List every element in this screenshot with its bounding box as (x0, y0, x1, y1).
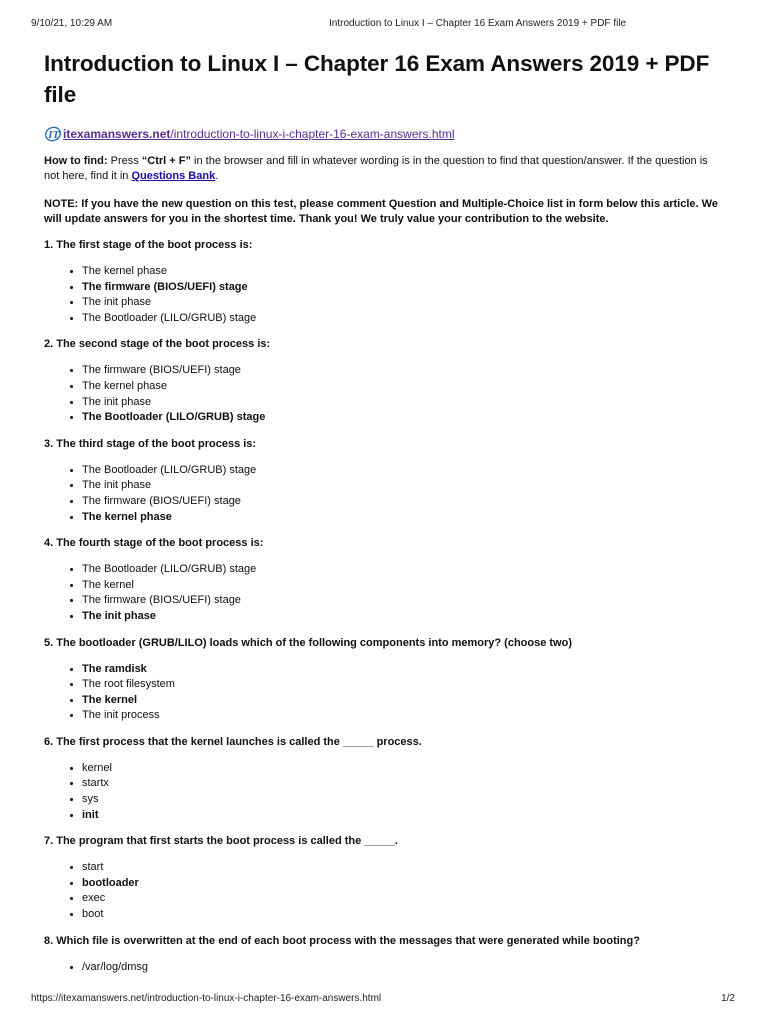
correct-answer-option: • The init phase (82, 609, 724, 625)
answer-option: • The Bootloader (LILO/GRUB) stage (82, 562, 724, 578)
source-line (44, 124, 724, 144)
answer-option: • The firmware (BIOS/UEFI) stage (82, 494, 724, 510)
print-footer (31, 993, 735, 1007)
correct-answer-option: • The firmware (BIOS/UEFI) stage (82, 280, 724, 296)
answer-option: • The root filesystem (82, 677, 724, 693)
answer-option: • The Bootloader (LILO/GRUB) stage (82, 463, 724, 479)
note-paragraph: NOTE: If you have the new question on this test, please comment Question and Multiple-Choice list in form below this article. We will update answers for you in the shortest time. Thank you! We truly value your contribution to the website. (44, 198, 718, 225)
question-text: 7. The program that first starts the boot process is called the _____. (44, 835, 398, 848)
questions-bank-link[interactable]: Questions Bank (131, 170, 216, 182)
answer-option: • The kernel (82, 578, 724, 594)
answer-option: • The kernel phase (82, 264, 724, 280)
answer-options (44, 761, 724, 823)
article-title: Introduction to Linux I – Chapter 16 Exam Answers 2019 + PDF file (44, 51, 710, 107)
answer-option: • kernel (82, 761, 724, 777)
howto-end: . (215, 170, 219, 182)
answer-option: • The init phase (82, 478, 724, 494)
question-text: 1. The first stage of the boot process is: (44, 239, 253, 251)
howto-text-1: Press (107, 155, 142, 167)
question-text: 6. The first process that the kernel launches is called the _____ process. (44, 735, 422, 748)
answer-option: • The init phase (82, 295, 724, 311)
question-text: 3. The third stage of the boot process is: (44, 437, 257, 450)
correct-answer-option: • init (82, 808, 724, 824)
svg-text:IT: IT (48, 129, 60, 141)
question-block (44, 437, 724, 525)
question-block (44, 735, 724, 823)
correct-answer-option: • The ramdisk (82, 662, 724, 678)
correct-answer-option: • The Bootloader (LILO/GRUB) stage (82, 410, 724, 426)
answer-options (44, 960, 724, 976)
answer-option: • The firmware (BIOS/UEFI) stage (82, 593, 724, 609)
print-url: https://itexamanswers.net/introduction-to-linux-i-chapter-16-exam-answers.html (31, 993, 382, 1004)
answer-options (44, 363, 724, 425)
question-text: 8. Which file is overwritten at the end of each boot process with the messages that were generated while booting? (44, 934, 640, 947)
itexam-logo-icon (44, 125, 62, 143)
print-page-title: Introduction to Linux I – Chapter 16 Exam Answers 2019 + PDF file (329, 18, 627, 29)
print-page-number: 1/2 (721, 993, 735, 1004)
answer-option: • exec (82, 891, 724, 907)
answer-options (44, 463, 724, 525)
source-path-link[interactable]: /introduction-to-linux-i-chapter-16-exam-answers.html (170, 127, 455, 141)
question-text: 4. The fourth stage of the boot process is: (44, 537, 264, 550)
howto-text-2: in the browser and fill in whatever wording is in the question to find that question/answer. If the question is not here, find it in (44, 155, 708, 182)
answer-options (44, 662, 724, 724)
answer-option: • start (82, 860, 724, 876)
print-header (31, 18, 735, 32)
answer-option: • /var/log/dmsg (82, 960, 724, 976)
answer-options (44, 264, 724, 326)
print-timestamp: 9/10/21, 10:29 AM (31, 18, 113, 29)
answer-option: • startx (82, 776, 724, 792)
question-block (44, 934, 724, 976)
question-block (44, 238, 724, 326)
correct-answer-option: • The kernel phase (82, 510, 724, 526)
answer-options (44, 562, 724, 624)
correct-answer-option: • bootloader (82, 876, 724, 892)
question-list (44, 238, 724, 975)
answer-option: • The firmware (BIOS/UEFI) stage (82, 363, 724, 379)
answer-option: • The Bootloader (LILO/GRUB) stage (82, 311, 724, 327)
howto-label: How to find: (44, 155, 108, 167)
question-text: 5. The bootloader (GRUB/LILO) loads which of the following components into memory? (choose two) (44, 636, 572, 649)
answer-option: • The kernel phase (82, 379, 724, 395)
answer-option: • The init phase (82, 395, 724, 411)
question-block (44, 337, 724, 425)
question-block (44, 636, 724, 724)
answer-options (44, 860, 724, 922)
question-text: 2. The second stage of the boot process is: (44, 338, 271, 351)
source-domain-link[interactable]: itexamanswers.net (63, 127, 171, 141)
howto-paragraph (44, 154, 724, 184)
answer-option: • The init process (82, 708, 724, 724)
article (44, 48, 724, 975)
answer-option: • sys (82, 792, 724, 808)
howto-keys: “Ctrl + F” (141, 155, 191, 167)
question-block (44, 834, 724, 922)
answer-option: • boot (82, 907, 724, 923)
correct-answer-option: • The kernel (82, 693, 724, 709)
question-block (44, 536, 724, 624)
